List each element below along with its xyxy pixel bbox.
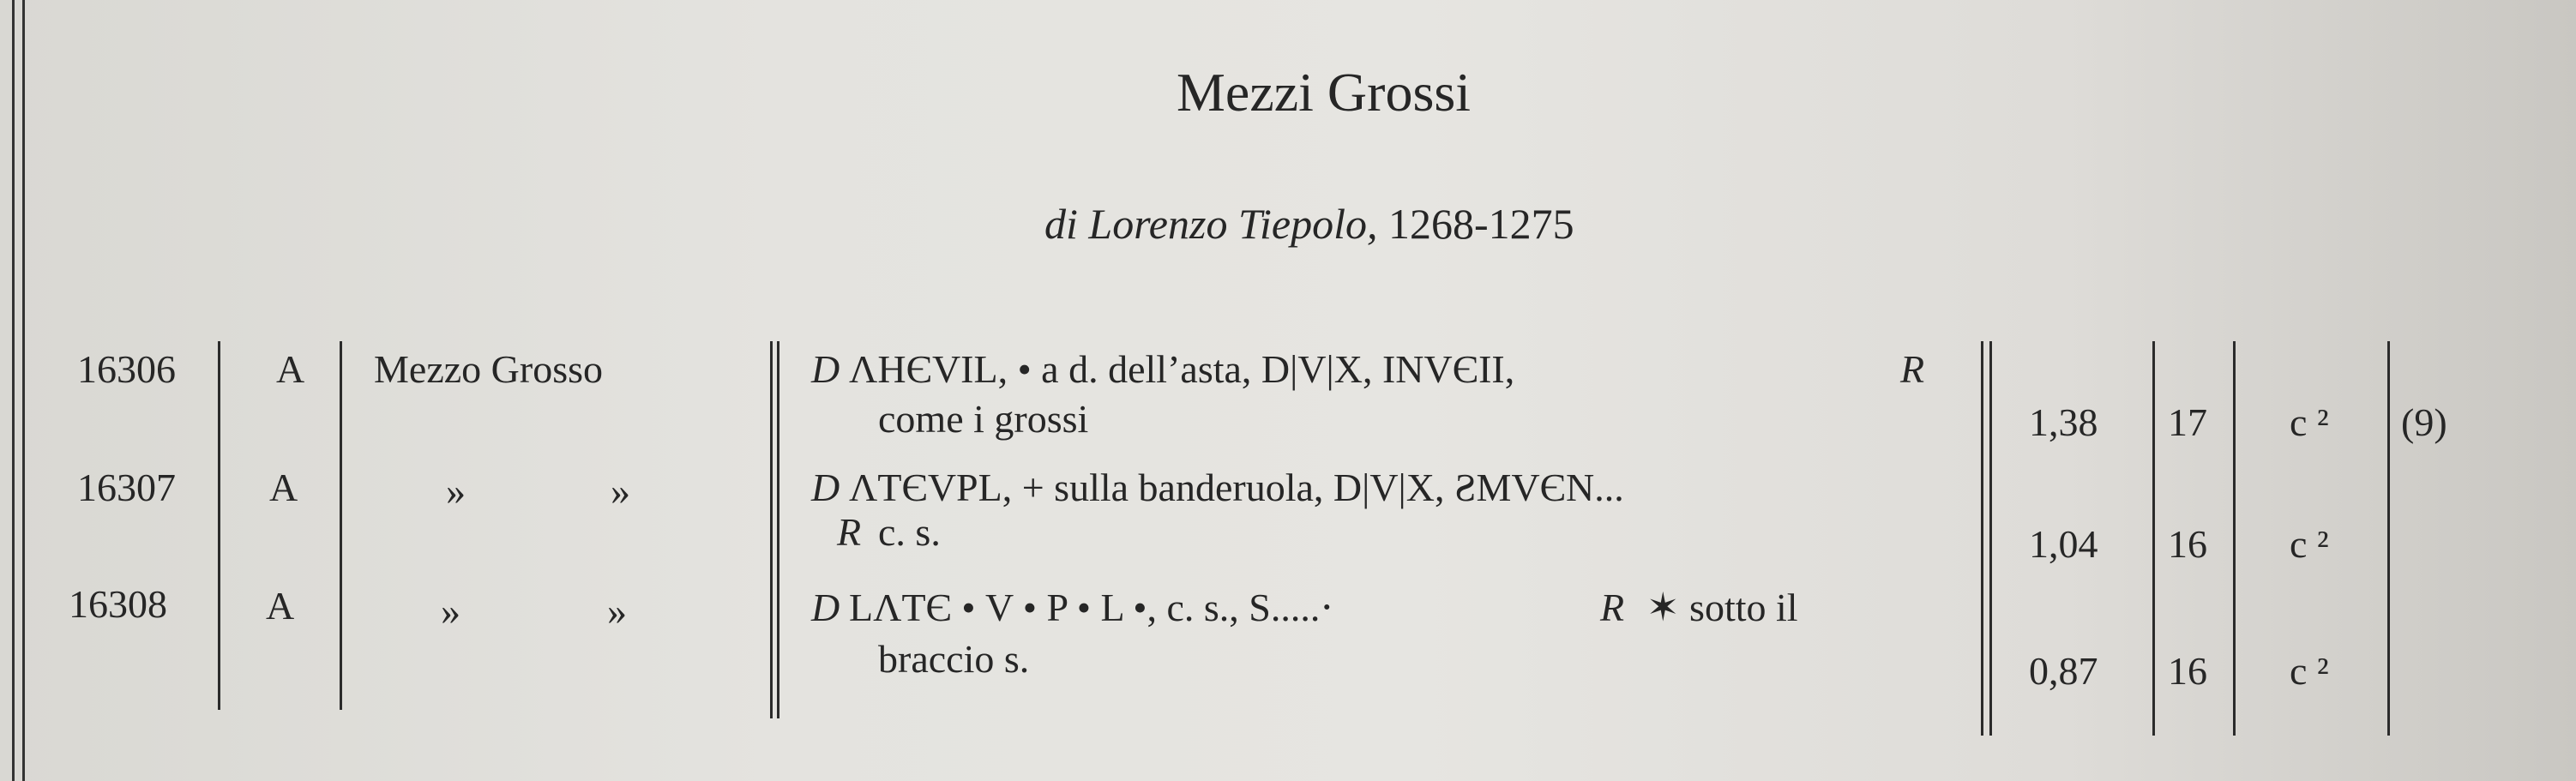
column-rule — [1989, 341, 1992, 736]
ditto-mark: » — [611, 469, 630, 513]
ditto-mark: » — [607, 589, 627, 633]
obverse-label: D — [811, 466, 840, 509]
page-edge-line — [22, 0, 25, 781]
page-edge-line — [12, 0, 15, 781]
reverse-label: R — [1900, 347, 1925, 391]
table-row-catalog-number: 16306 — [77, 347, 176, 391]
table-row-note: (9) — [2401, 400, 2447, 444]
table-row-rarity: c ² — [2290, 649, 2329, 693]
column-rule — [770, 341, 773, 718]
table-row-description-continued: braccio s. — [878, 637, 1030, 681]
column-rule — [2387, 341, 2390, 736]
table-row-description-continued: c. s. — [878, 510, 941, 554]
subtitle-years: 1268-1275 — [1387, 200, 1574, 248]
obverse-label: D — [811, 586, 840, 629]
table-row-weight: 1,38 — [2029, 400, 2098, 444]
reverse-label: R — [1600, 586, 1625, 629]
ditto-mark: » — [441, 589, 460, 633]
table-row-rarity: c ² — [2290, 522, 2329, 566]
table-row-weight: 1,04 — [2029, 522, 2098, 566]
column-rule — [1981, 341, 1983, 736]
column-rule — [777, 341, 779, 718]
obverse-label: D — [811, 347, 840, 391]
table-row-weight: 0,87 — [2029, 649, 2098, 693]
table-row-diameter: 17 — [2168, 400, 2207, 444]
column-rule — [340, 341, 342, 710]
subtitle-prefix: di Lorenzo Tiepolo, — [1044, 200, 1378, 248]
table-row-metal: A — [266, 584, 295, 628]
table-row-diameter: 16 — [2168, 522, 2207, 566]
table-row-catalog-number: 16307 — [77, 466, 176, 509]
table-row-description: ΛHЄVIL, • a d. dell’asta, D|V|X, INVЄII, — [849, 347, 1515, 391]
table-row-catalog-number: 16308 — [69, 582, 167, 626]
table-row-description: LΛTЄ • V • P • L •, c. s., S.....⋅ — [849, 586, 1334, 629]
table-row-diameter: 16 — [2168, 649, 2207, 693]
table-row-rarity: c ² — [2290, 400, 2329, 444]
table-row-metal: A — [276, 347, 305, 391]
page-subtitle — [1044, 200, 1574, 248]
table-row-description: ΛTЄVPL, + sulla banderuola, D|V|X, ƧMVЄN... — [849, 466, 1624, 509]
table-row-metal: A — [269, 466, 298, 509]
column-rule — [2233, 341, 2236, 736]
reverse-label: R — [837, 510, 862, 554]
column-rule — [218, 341, 220, 710]
column-rule — [2152, 341, 2155, 736]
page-title: Mezzi Grossi — [1177, 62, 1472, 123]
table-row-description: ✶ sotto il — [1646, 586, 1798, 629]
table-row-denomination: Mezzo Grosso — [374, 347, 603, 391]
table-row-description-continued: come i grossi — [878, 397, 1089, 441]
ditto-mark: » — [446, 469, 466, 513]
